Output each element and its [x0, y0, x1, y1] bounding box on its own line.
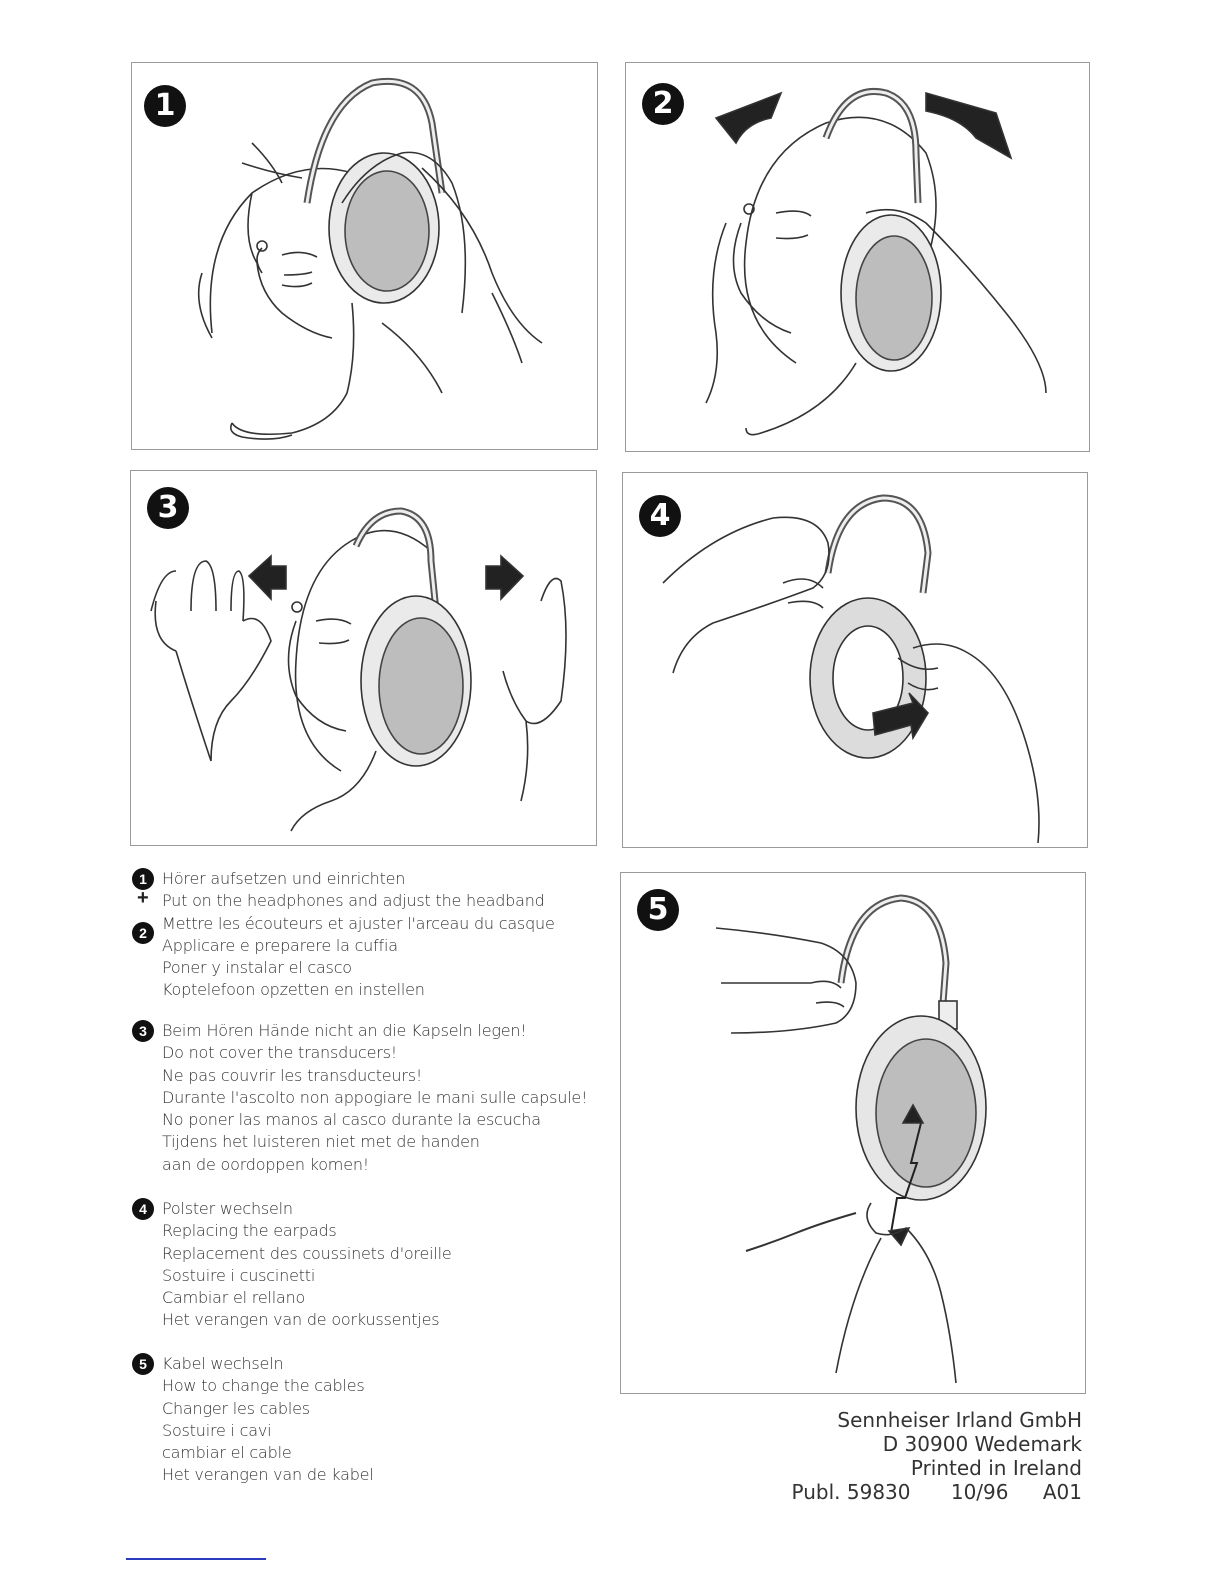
publication-number: Publ. 59830	[791, 1480, 911, 1504]
step-marker-2: 2	[132, 922, 154, 944]
printed-in: Printed in Ireland	[910, 1456, 1082, 1480]
instruction-line: Het verangen van de kabel	[162, 1465, 374, 1485]
publication-date: 10/96	[950, 1480, 1009, 1504]
instructions-step-5	[128, 1353, 374, 1487]
instructions-step-1-2	[128, 868, 555, 1002]
instructions-step-3	[128, 1020, 587, 1176]
publisher-imprint	[792, 1408, 1082, 1504]
instruction-line: Het verangen van de oorkussentjes	[162, 1310, 440, 1330]
instruction-line: Ne pas couvrir les transducteurs!	[162, 1065, 423, 1085]
publication-code: A01	[1042, 1480, 1082, 1504]
instruction-line: No poner las manos al casco durante la escucha	[162, 1110, 541, 1130]
instruction-line: Kabel wechseln	[162, 1354, 284, 1373]
instruction-line: Polster wechseln	[162, 1199, 293, 1218]
do-not-cover-transducers-illustration	[131, 471, 597, 846]
instruction-line: Replacing the earpads	[162, 1221, 337, 1241]
illustration-panel-4	[622, 472, 1088, 848]
step-marker-1: 1	[132, 868, 154, 890]
publication-line	[792, 1480, 1082, 1504]
instruction-line: Sostuire i cuscinetti	[162, 1265, 316, 1285]
instruction-line: How to change the cables	[162, 1376, 365, 1396]
instruction-line: Beim Hören Hände nicht an die Kapseln legen!	[162, 1021, 527, 1040]
change-cable-illustration	[621, 873, 1086, 1394]
step-badge-5: 5	[637, 889, 679, 931]
instruction-line: Hörer aufsetzen und einrichten	[162, 869, 406, 888]
instruction-line: Poner y instalar el casco	[162, 958, 352, 978]
instruction-line: Do not cover the transducers!	[162, 1043, 397, 1063]
illustration-panel-2	[625, 62, 1090, 452]
instruction-line: Applicare e preparere la cuffia	[162, 935, 398, 955]
illustration-panel-3	[130, 470, 597, 846]
step-badge-1: 1	[144, 85, 186, 127]
step-marker-3: 3	[132, 1020, 154, 1042]
adjust-headband-illustration	[626, 63, 1090, 452]
instruction-line: Put on the headphones and adjust the headband	[162, 891, 545, 911]
step-badge-2: 2	[642, 83, 684, 125]
step-badge-3: 3	[147, 487, 189, 529]
instruction-line: Changer les cables	[162, 1398, 310, 1418]
instruction-line: cambiar el cable	[162, 1443, 292, 1463]
put-on-headphones-illustration	[132, 63, 598, 450]
company-name: Sennheiser Irland GmbH	[837, 1408, 1082, 1432]
instruction-line: Mettre les écouteurs et ajuster l'arceau du casque	[162, 913, 555, 933]
footer-rule	[126, 1558, 266, 1560]
company-address: D 30900 Wedemark	[882, 1432, 1082, 1456]
instruction-line: Koptelefoon opzetten en instellen	[162, 980, 425, 1000]
step-marker-4: 4	[132, 1198, 154, 1220]
instructions-step-4	[128, 1198, 452, 1332]
step-badge-4: 4	[639, 495, 681, 537]
instruction-line: Cambiar el rellano	[162, 1288, 306, 1308]
instruction-line: Replacement des coussinets d'oreille	[162, 1243, 452, 1263]
replace-earpads-illustration	[623, 473, 1088, 848]
instruction-line: Durante l'ascolto non appogiare le mani sulle capsule!	[162, 1087, 588, 1107]
instruction-line: Sostuire i cavi	[162, 1420, 272, 1440]
instruction-line: aan de oordoppen komen!	[162, 1154, 369, 1174]
illustration-panel-5	[620, 872, 1086, 1394]
step-marker-5: 5	[132, 1353, 154, 1375]
plus-marker: +	[137, 887, 149, 909]
illustration-panel-1	[131, 62, 598, 450]
instruction-line: Tijdens het luisteren niet met de handen	[162, 1132, 480, 1152]
